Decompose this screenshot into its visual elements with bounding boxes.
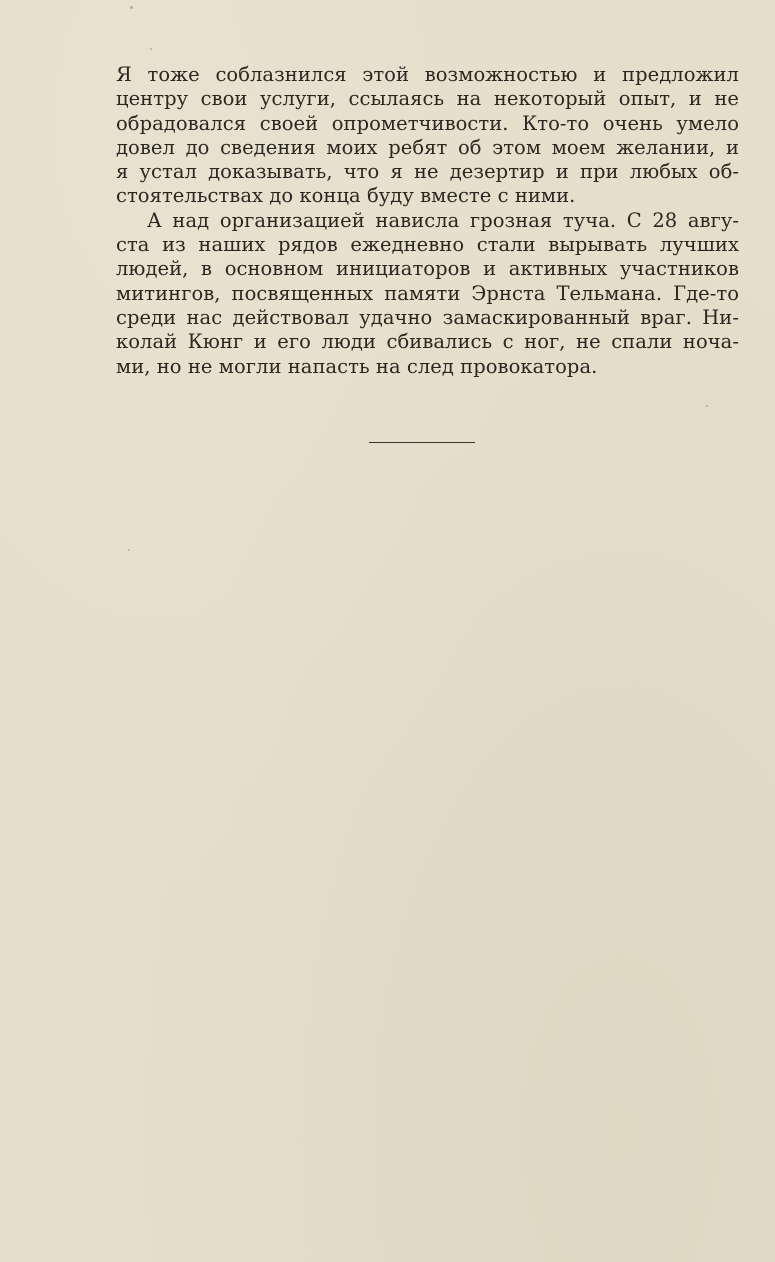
paper-speck xyxy=(150,48,152,50)
text-line: митингов, посвященных памяти Эрнста Тельмана. Где-то xyxy=(116,281,739,305)
body-text xyxy=(116,63,739,379)
text-line: ста из наших рядов ежедневно стали вырывать лучших xyxy=(116,233,739,257)
paper-speck xyxy=(128,549,130,551)
text-line: ми, но не могли напасть на след провокатора. xyxy=(116,354,598,378)
text-line: людей, в основном инициаторов и активных участников xyxy=(116,257,739,281)
section-end-rule xyxy=(369,442,475,443)
paragraph-1 xyxy=(116,63,739,209)
text-line: обрадовался своей опрометчивости. Кто-то очень умело xyxy=(116,111,739,135)
text-line: стоятельствах до конца буду вместе с ними. xyxy=(116,184,576,208)
paper-speck xyxy=(706,405,708,407)
text-line: Я тоже соблазнился этой возможностью и предложил xyxy=(116,63,739,86)
text-line: А над организацией нависла грозная туча. С 28 авгу- xyxy=(147,208,739,232)
text-line: я устал доказывать, что я не дезертир и при любых об- xyxy=(116,160,739,184)
paper-speck xyxy=(130,6,133,9)
text-line: довел до сведения моих ребят об этом моем желании, и xyxy=(116,135,739,159)
text-line: колай Кюнг и его люди сбивались с ног, не спали ноча- xyxy=(116,330,739,354)
text-line: центру свои услуги, ссылаясь на некоторый опыт, и не xyxy=(116,87,739,111)
paragraph-2 xyxy=(116,209,739,379)
text-line: среди нас действовал удачно замаскированный враг. Ни- xyxy=(116,305,739,329)
